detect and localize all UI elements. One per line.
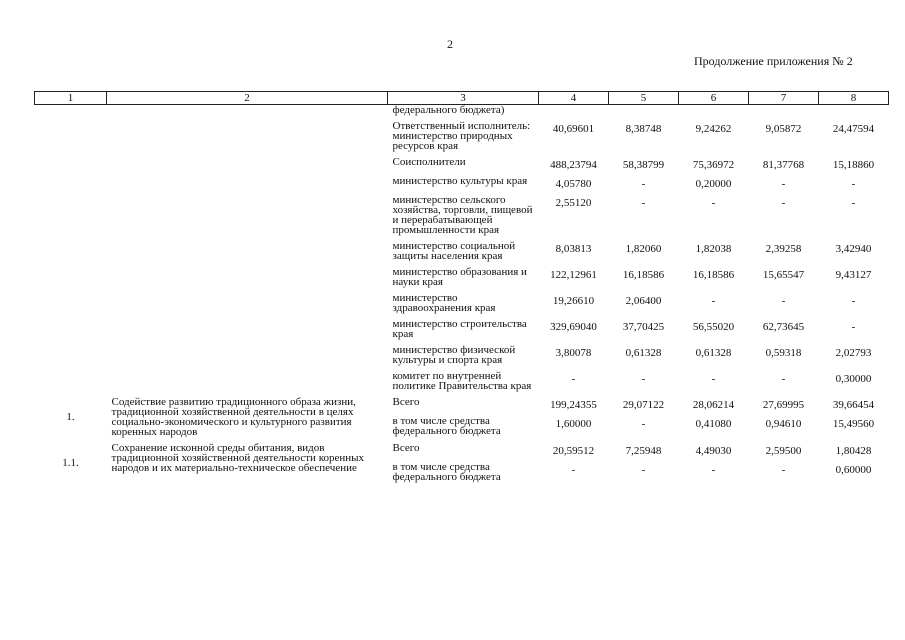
value-cell: 15,65547	[762, 269, 805, 281]
value-cell: 8,03813	[555, 243, 592, 255]
value-cell: -	[641, 418, 646, 431]
value-cell: -	[641, 178, 646, 190]
table-row	[35, 121, 889, 157]
value-cell: 0,61328	[625, 347, 662, 359]
header-col-7: 7	[749, 92, 819, 105]
value-cell: 29,07122	[622, 399, 665, 411]
table-row	[35, 371, 889, 397]
executor-label: министерство сельского хозяйства, торговли, пищевой и перерабатывающей промышленности края	[392, 194, 533, 236]
value-cell: 1,82060	[625, 243, 662, 255]
value-cell: 62,73645	[762, 321, 805, 333]
section-row	[35, 397, 889, 416]
value-cell: -	[851, 295, 856, 307]
executor-label: министерство культуры края	[392, 175, 528, 187]
description-cell	[107, 241, 388, 267]
section-description: Сохранение исконной среды обитания, видов традиционной хозяйственной деятельности коренных народов и их материально-техническое обеспечение	[111, 442, 365, 474]
value-cell: -	[851, 178, 856, 190]
description-cell	[107, 157, 388, 176]
executor-label: Ответственный исполнитель: министерство природных ресурсов края	[392, 120, 531, 152]
value-cell: -	[781, 197, 786, 209]
executor-label: министерство строительства края	[392, 318, 527, 340]
description-cell	[107, 319, 388, 345]
index-cell	[35, 105, 107, 122]
executor-label: министерство социальной защиты населения края	[392, 240, 516, 262]
value-cell: -	[711, 197, 716, 209]
value-cell: 75,36972	[692, 159, 735, 171]
value-cell: 3,42940	[835, 243, 872, 255]
value-cell: 39,66454	[832, 399, 875, 411]
value-cell: 37,70425	[622, 321, 665, 333]
value-cell: 0,60000	[835, 464, 872, 476]
table-row	[35, 319, 889, 345]
value-cell: 15,49560	[832, 418, 875, 431]
value-cell: 56,55020	[692, 321, 735, 333]
value-cell: 9,24262	[695, 123, 732, 135]
header-col-8: 8	[819, 92, 889, 105]
value-cell: -	[711, 373, 716, 385]
value-cell: 4,49030	[695, 445, 732, 457]
table-body	[35, 105, 889, 489]
index-cell	[35, 345, 107, 371]
value-cell: -	[571, 464, 576, 476]
funding-label: Всего	[392, 396, 420, 408]
funding-label: в том числе средства федерального бюджета	[392, 415, 501, 438]
executor-label: Соисполнители	[392, 156, 466, 168]
value-cell: 4,05780	[555, 178, 592, 190]
budget-table	[34, 91, 889, 488]
value-cell: 1,60000	[555, 418, 592, 431]
header-row	[35, 92, 889, 105]
table-row	[35, 267, 889, 293]
value-cell: -	[781, 178, 786, 190]
index-cell	[35, 157, 107, 176]
value-cell: 2,06400	[625, 295, 662, 307]
value-cell: 27,69995	[762, 399, 805, 411]
index-cell	[35, 319, 107, 345]
table-row	[35, 176, 889, 195]
value-cell: -	[641, 197, 646, 209]
value-cell: 28,06214	[692, 399, 735, 411]
value-cell: 488,23794	[550, 159, 597, 171]
value-cell: 2,59500	[765, 445, 802, 457]
value-cell: 9,05872	[765, 123, 802, 135]
executor-label: министерство образования и науки края	[392, 266, 527, 288]
value-cell	[539, 105, 609, 122]
value-cell: -	[851, 321, 856, 333]
value-cell	[749, 105, 819, 122]
value-cell: -	[711, 464, 716, 476]
table-row	[35, 157, 889, 176]
header-col-5: 5	[609, 92, 679, 105]
value-cell: -	[641, 464, 646, 476]
description-cell	[107, 267, 388, 293]
description-cell	[107, 195, 388, 241]
description-cell	[107, 176, 388, 195]
index-cell	[35, 121, 107, 157]
value-cell: -	[711, 295, 716, 307]
value-cell	[679, 105, 749, 122]
value-cell: -	[641, 373, 646, 385]
table-row	[35, 241, 889, 267]
value-cell: 16,18586	[692, 269, 735, 281]
value-cell: 1,80428	[835, 445, 872, 457]
value-cell: 9,43127	[835, 269, 872, 281]
description-cell	[107, 345, 388, 371]
description-cell	[107, 105, 388, 122]
executor-label: комитет по внутренней политике Правительства края	[392, 370, 532, 392]
value-cell: 24,47594	[832, 123, 875, 135]
value-cell: 19,26610	[552, 295, 595, 307]
table-row	[35, 345, 889, 371]
funding-label: в том числе средства федерального бюджета	[392, 461, 501, 483]
value-cell: 7,25948	[625, 445, 662, 457]
index-cell	[35, 195, 107, 241]
value-cell: 2,55120	[555, 197, 592, 209]
value-cell	[819, 105, 889, 122]
executor-label: министерство здравоохранения края	[392, 292, 496, 314]
value-cell: 0,59318	[765, 347, 802, 359]
index-cell	[35, 371, 107, 397]
value-cell: 122,12961	[550, 269, 597, 281]
value-cell: 16,18586	[622, 269, 665, 281]
header-col-2: 2	[107, 92, 388, 105]
value-cell: 3,80078	[555, 347, 592, 359]
budget-table-container	[34, 91, 889, 488]
value-cell: 58,38799	[622, 159, 665, 171]
value-cell: 20,59512	[552, 445, 595, 457]
continuation-caption: Продолжение приложения № 2	[694, 54, 853, 68]
header-col-1: 1	[35, 92, 107, 105]
value-cell: 40,69601	[552, 123, 595, 135]
value-cell: -	[851, 197, 856, 209]
page-number: 2	[447, 37, 453, 51]
value-cell: 2,39258	[765, 243, 802, 255]
description-cell	[107, 121, 388, 157]
value-cell	[609, 105, 679, 122]
table-row	[35, 195, 889, 241]
value-cell: 329,69040	[550, 321, 597, 333]
value-cell: 0,20000	[695, 178, 732, 190]
value-cell: 2,02793	[835, 347, 872, 359]
header-col-3: 3	[388, 92, 539, 105]
section-row	[35, 443, 889, 462]
value-cell: 8,38748	[625, 123, 662, 135]
value-cell: -	[571, 373, 576, 385]
value-cell: 0,41080	[695, 418, 732, 431]
value-cell: -	[781, 373, 786, 385]
value-cell: 0,61328	[695, 347, 732, 359]
section-index: 1.	[66, 411, 75, 423]
value-cell: -	[781, 464, 786, 476]
index-cell	[35, 293, 107, 319]
description-cell	[107, 293, 388, 319]
header-col-4: 4	[539, 92, 609, 105]
index-cell	[35, 176, 107, 195]
executor-label: министерство физической культуры и спорта края	[392, 344, 516, 366]
table-row	[35, 105, 889, 122]
section-index: 1.1.	[62, 456, 79, 469]
value-cell: 81,37768	[762, 159, 805, 171]
executor-label: федерального бюджета)	[392, 104, 505, 116]
header-col-6: 6	[679, 92, 749, 105]
table-row	[35, 293, 889, 319]
value-cell: -	[781, 295, 786, 307]
value-cell: 1,82038	[695, 243, 732, 255]
description-cell	[107, 371, 388, 397]
value-cell: 199,24355	[550, 399, 597, 411]
value-cell: 0,94610	[765, 418, 802, 431]
index-cell	[35, 267, 107, 293]
funding-label: Всего	[392, 442, 420, 454]
value-cell: 0,30000	[835, 373, 872, 385]
section-description: Содействие развитию традиционного образа жизни, традиционной хозяйственной деятельности в целях социально-экономического и культурного развития коренных народов	[111, 396, 356, 438]
value-cell: 15,18860	[832, 159, 875, 171]
index-cell	[35, 241, 107, 267]
